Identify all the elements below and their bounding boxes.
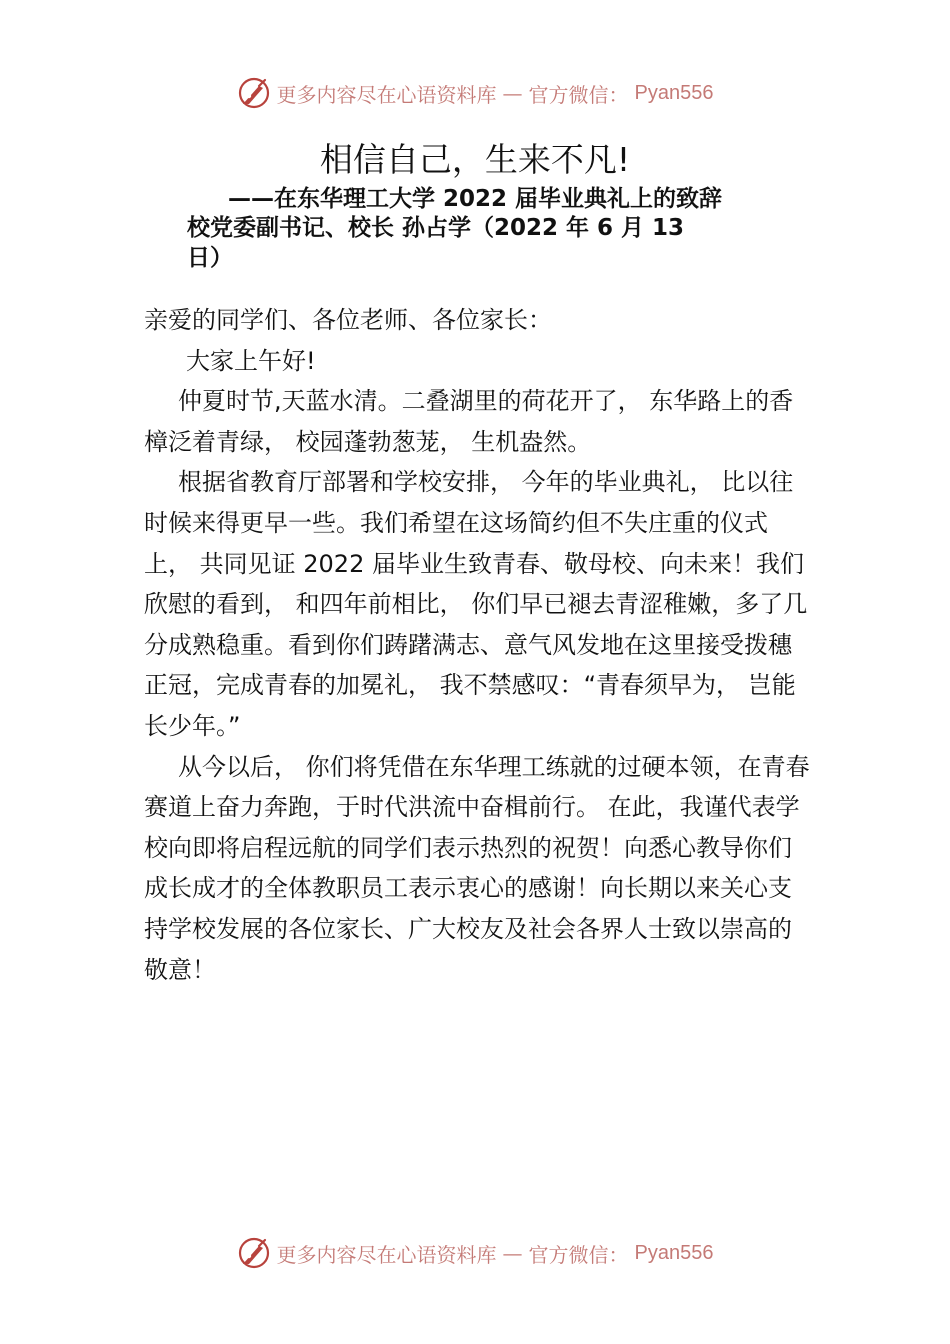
- document-subtitle: ——在东华理工大学 2022 届毕业典礼上的致辞: [228, 186, 723, 212]
- watermark-brand-text: 更多内容尽在心语资料库: [276, 1242, 497, 1267]
- speech-body: [144, 300, 812, 990]
- footer-watermark: [0, 1236, 950, 1270]
- greeting: 大家上午好!: [186, 346, 316, 375]
- watermark-separator: —: [502, 1241, 523, 1265]
- body-paragraph: 从今以后， 你们将凭借在东华理工练就的过硬本领，在青春赛道上奋力奔跑，于时代洪流中奋楫前行。 在此，我谨代表学校向即将启程远航的同学们表示热烈的祝贺！向悉心教导你们成长成才的全体教职员工表示衷心的感谢！向长期以来关心支持学校发展的各位家长、广大校友及社会各界人士致以崇高的敬意！: [144, 752, 810, 984]
- watermark-wechat-label: 官方微信：: [528, 1242, 629, 1267]
- watermark-wechat-account: Pyan556: [634, 81, 714, 104]
- body-paragraph: 根据省教育厅部署和学校安排， 今年的毕业典礼， 比以往时候来得更早一些。我们希望在这场简约但不失庄重的仪式上， 共同见证 2022 届毕业生致青春、敬母校、向未来！我们欣慰的看到， 和四年前相比， 你们早已褪去青涩稚嫩，多了几分成熟稳重。看到你们踌躇满志、意气风发地在这里接受拨穗正冠，完成青春的加冕礼， 我不禁感叹：“青春须早为， 岂能长少年。”: [144, 468, 808, 740]
- document-title: 相信自己，生来不凡!: [319, 140, 631, 179]
- pen-logo-icon: [237, 76, 271, 110]
- salutation: 亲爱的同学们、各位老师、各位家长：: [144, 306, 552, 334]
- pen-logo-icon: [237, 1236, 271, 1270]
- header-watermark: [0, 76, 950, 110]
- watermark-wechat-label: 官方微信：: [528, 82, 629, 107]
- watermark-brand-text: 更多内容尽在心语资料库: [276, 82, 497, 107]
- document-byline: 校党委副书记、校长 孙占学（2022 年 6 月 13 日）: [187, 215, 685, 271]
- body-paragraph: 仲夏时节,天蓝水清。二叠湖里的荷花开了， 东华路上的香樟泛着青绿， 校园蓬勃葱茏， 生机盎然。: [144, 387, 794, 456]
- watermark-wechat-account: Pyan556: [634, 1241, 714, 1264]
- watermark-separator: —: [502, 81, 523, 105]
